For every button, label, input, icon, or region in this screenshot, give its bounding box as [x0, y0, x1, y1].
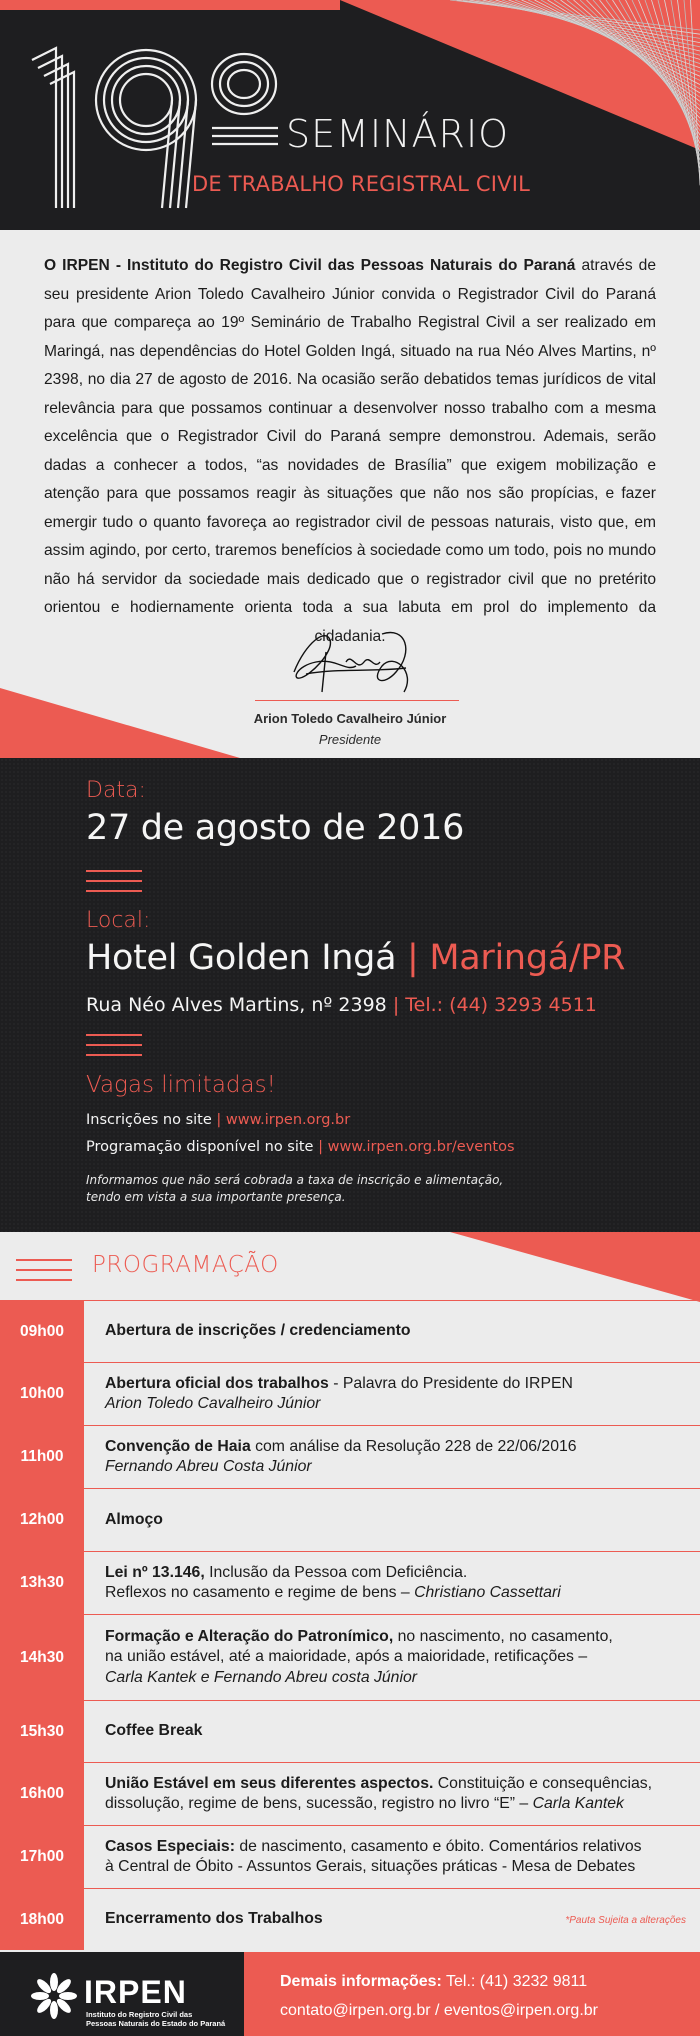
header-banner [0, 0, 700, 230]
flower-icon [28, 1970, 80, 2022]
program-line-2 [105, 1457, 686, 1478]
seminar-title: SEMINÁRIO [286, 112, 510, 156]
program-row [0, 1425, 700, 1488]
program-text [105, 1615, 686, 1700]
fee-note-line2: tendo em vista a sua importante presença. [86, 1190, 346, 1204]
irpen-logo [0, 1952, 244, 2036]
program-text [105, 1489, 686, 1551]
program-text [105, 1426, 686, 1488]
date-label: Data: [86, 778, 146, 803]
place-city: | Maringá/PR [396, 938, 626, 978]
program-text [105, 1301, 686, 1362]
program-text [105, 1552, 686, 1614]
date-value: 27 de agosto de 2016 [86, 808, 465, 848]
program-line-3 [105, 1668, 686, 1689]
program-line-1 [105, 1627, 686, 1648]
coral-stripe [0, 0, 340, 10]
program-line-1 [105, 1774, 686, 1795]
program-row [0, 1362, 700, 1425]
program-detail: na união estável, até a maioridade, após a maioridade, retificações – [105, 1648, 588, 1666]
program-line [86, 1139, 515, 1155]
event-info [0, 758, 700, 1232]
program-speaker: Carla Kantek e Fernando Abreu costa Júnior [105, 1668, 418, 1686]
program-detail: Constituição e consequências, [433, 1774, 653, 1792]
divider-line [86, 880, 142, 882]
program-list [0, 1300, 700, 1950]
program-topic: Lei nº 13.146, [105, 1563, 205, 1581]
program-speaker: Christiano Cassettari [414, 1584, 561, 1601]
divider-line [86, 890, 142, 892]
program-detail: dissolução, regime de bens, sucessão, registro no livro “E” – [105, 1795, 533, 1812]
program-detail: à Central de Óbito - Assuntos Gerais, situações práticas - Mesa de Debates [105, 1858, 636, 1875]
program-line-1 [105, 1837, 686, 1858]
signature-line [255, 700, 459, 701]
program-detail: Inclusão da Pessoa com Deficiência. [204, 1563, 468, 1581]
program-detail: Reflexos no casamento e regime de bens – [105, 1584, 415, 1601]
program-line-2 [105, 1794, 686, 1815]
logo-subtitle-2: Pessoas Naturais do Estado do Paraná [86, 2019, 226, 2028]
program-link[interactable]: | www.irpen.org.br/eventos [313, 1139, 515, 1155]
signer-role: Presidente [318, 732, 382, 747]
divider-line [86, 870, 142, 872]
limited-seats: Vagas limitadas! [86, 1072, 276, 1098]
program-text [105, 1363, 686, 1425]
divider-line [86, 1054, 142, 1056]
program-time: 12h00 [0, 1489, 84, 1551]
program-section [0, 1232, 700, 1952]
program-row [0, 1888, 700, 1950]
program-detail: com análise da Resolução 228 de 22/06/2016 [250, 1437, 577, 1455]
divider-line [86, 1044, 142, 1046]
program-line-1 [105, 1721, 686, 1742]
signup-label: Inscrições no site [86, 1112, 212, 1128]
program-title: PROGRAMAÇÃO [92, 1252, 279, 1278]
program-line-2 [105, 1394, 686, 1415]
program-topic: Abertura de inscrições / credenciamento [105, 1322, 411, 1340]
program-line-1 [105, 1374, 686, 1395]
program-line-1 [105, 1321, 686, 1342]
contact-box [244, 1952, 700, 2036]
program-time: 11h00 [0, 1426, 84, 1488]
letter-lead: O IRPEN - Instituto do Registro Civil das Pessoas Naturais do Paraná [44, 257, 576, 274]
program-detail: no nascimento, no casamento, [393, 1627, 613, 1645]
program-topic: Encerramento dos Trabalhos [105, 1910, 323, 1928]
program-topic: Casos Especiais: [105, 1837, 235, 1855]
program-text [105, 1763, 686, 1825]
signature-image [286, 622, 426, 702]
program-row [0, 1551, 700, 1614]
coral-triangle [450, 1232, 700, 1302]
program-row [0, 1488, 700, 1551]
program-label: Programação disponível no site [86, 1139, 314, 1155]
program-line-2 [105, 1647, 686, 1668]
more-info-line [280, 1973, 587, 1991]
program-row [0, 1700, 700, 1762]
program-text [105, 1701, 686, 1762]
schedule-note: *Pauta Sujeita a alterações [565, 1915, 686, 1926]
program-speaker: Carla Kantek [532, 1795, 624, 1812]
fee-note [86, 1172, 503, 1206]
program-line-1 [105, 1510, 686, 1531]
footer [0, 1952, 700, 2036]
contact-phone: Tel.: (41) 3232 9811 [441, 1973, 588, 1990]
program-row [0, 1300, 700, 1362]
program-time: 15h30 [0, 1701, 84, 1762]
program-time: 10h00 [0, 1363, 84, 1425]
program-time: 13h30 [0, 1552, 84, 1614]
signup-line [86, 1112, 350, 1128]
program-line-2 [105, 1857, 686, 1878]
letter-body [44, 252, 656, 651]
program-detail: de nascimento, casamento e óbito. Comentários relativos [234, 1837, 642, 1855]
program-row [0, 1825, 700, 1888]
letter-text: através de seu presidente Arion Toledo Cavalheiro Júnior convida o Registrador Civil do Paraná para que compareça ao 19º Seminário de Trabalho Registral Civil a ser realizado em Maringá, nas dependências do Hotel Golden Ingá, situado na rua Néo Alves Martins, nº 2398, no dia 27 de agosto de 2016. Na ocasião serão debatidos temas jurídicos de vital relevância para que possamos continuar a desenvolver nosso trabalho com a mesma excelência que o Registrador Civil do Paraná sempre demonstrou. Ademais, serão dadas a conhecer a todos, “as novidades de Brasília” que exigem mobilização e atenção para que possamos reagir às situações que não nos são propícias, e fazer emergir tudo o quanto favoreça ao registrador civil de pessoas naturais, visto que, em assim agindo, por certo, traremos benefícios à sociedade como um todo, pois no mundo não há servidor da sociedade mais dedicado que o registrador civil que no pretérito orientou e hodiernamente orienta toda a sua labuta em prol do implemento da cidadania. [44, 257, 656, 645]
program-text [105, 1826, 686, 1888]
program-row [0, 1614, 700, 1700]
address-text: Rua Néo Alves Martins, nº 2398 [86, 994, 387, 1016]
signer-name: Arion Toledo Cavalheiro Júnior [253, 711, 447, 726]
program-topic: Almoço [105, 1510, 163, 1528]
program-line-2 [105, 1583, 686, 1604]
signup-link[interactable]: | www.irpen.org.br [211, 1112, 351, 1128]
title-lines-icon [16, 1258, 74, 1284]
program-topic: Coffee Break [105, 1722, 203, 1740]
place-label: Local: [86, 908, 151, 933]
divider-line [86, 1034, 142, 1036]
program-detail: - Palavra do Presidente do IRPEN [328, 1374, 573, 1392]
program-line-1 [105, 1437, 686, 1458]
program-time: 17h00 [0, 1826, 84, 1888]
invitation-letter [0, 230, 700, 758]
seminar-subtitle: DE TRABALHO REGISTRAL CIVIL [192, 172, 530, 196]
contact-emails[interactable]: contato@irpen.org.br / eventos@irpen.org.br [280, 2002, 598, 2019]
venue-phone: | Tel.: (44) 3293 4511 [386, 994, 597, 1016]
program-speaker: Arion Toledo Cavalheiro Júnior [105, 1395, 321, 1412]
more-info-label: Demais informações: [280, 1973, 442, 1990]
irpen-wordmark: IRPEN [84, 1974, 187, 2010]
fee-note-line1: Informamos que não será cobrada a taxa de inscrição e alimentação, [86, 1173, 504, 1187]
place-value [86, 938, 625, 978]
program-topic: Convenção de Haia [105, 1437, 251, 1455]
program-time: 16h00 [0, 1763, 84, 1825]
place-name: Hotel Golden Ingá [86, 938, 397, 978]
logo-subtitle-1: Instituto do Registro Civil das [86, 2010, 193, 2019]
program-time: 14h30 [0, 1615, 84, 1700]
address [86, 994, 597, 1016]
program-topic: Formação e Alteração do Patronímico, [105, 1627, 394, 1645]
program-time: 18h00 [0, 1889, 84, 1950]
program-speaker: Fernando Abreu Costa Júnior [105, 1458, 312, 1475]
program-topic: Abertura oficial dos trabalhos [105, 1374, 329, 1392]
program-time: 09h00 [0, 1301, 84, 1362]
program-line-1 [105, 1563, 686, 1584]
program-topic: União Estável em seus diferentes aspectos. [105, 1774, 434, 1792]
program-row [0, 1762, 700, 1825]
